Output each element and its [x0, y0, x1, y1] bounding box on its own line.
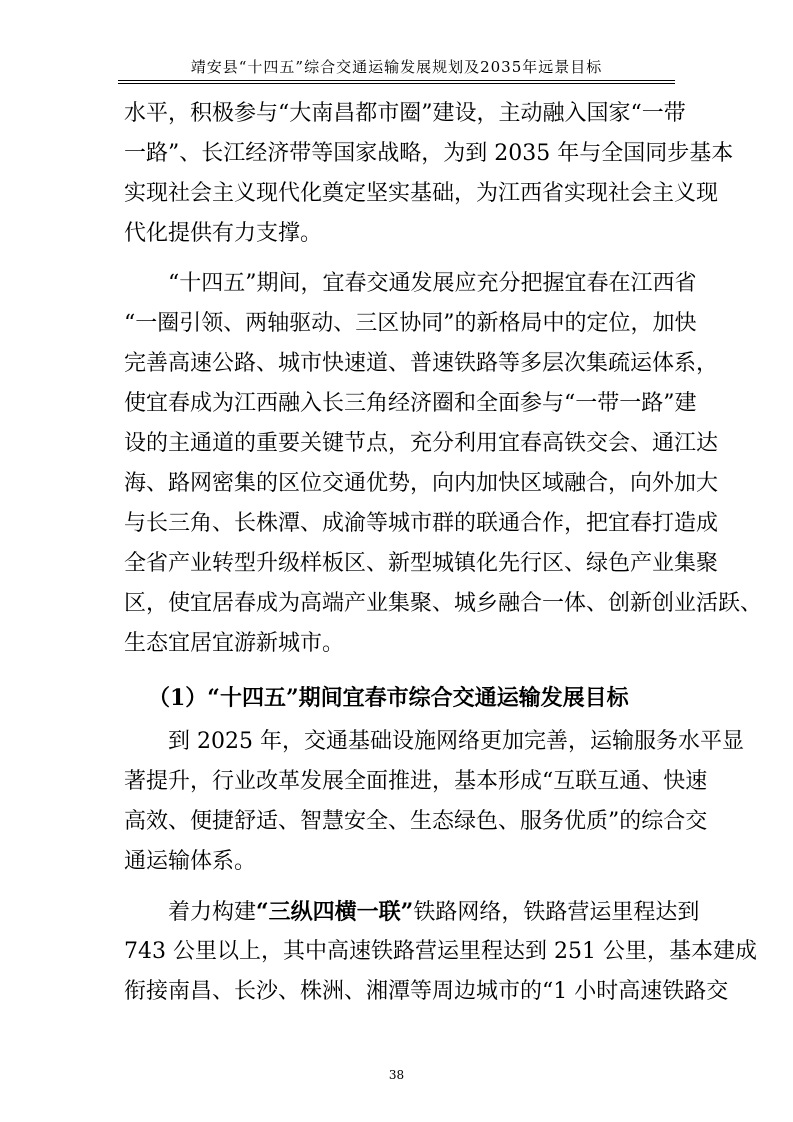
running-header: 靖安县“十四五”综合交通运输发展规划及2035年远景目标	[190, 58, 603, 76]
section-heading: （1）“十四五”期间宜春市综合交通运输发展目标	[148, 685, 629, 711]
body-line: 一路”、长江经济带等国家战略，为到 2035 年与全国同步基本	[124, 141, 734, 166]
body-line: 生态宜居宜游新城市。	[124, 631, 345, 656]
body-line: 设的主通道的重要关键节点，充分利用宜春高铁交会、通江达	[124, 431, 719, 456]
body-line: 海、路网密集的区位交通优势，向内加快区域融合，向外加大	[124, 471, 719, 496]
body-line: 实现社会主义现代化奠定坚实基础，为江西省实现社会主义现	[124, 181, 719, 206]
body-line: 区，使宜居春成为高端产业集聚、城乡融合一体、创新创业活跃、	[124, 591, 763, 616]
body-line-rail	[124, 892, 700, 932]
body-line: “一圈引领、两轴驱动、三区协同”的新格局中的定位，加快	[124, 311, 697, 336]
header-rule-double	[118, 83, 675, 84]
body-line: 到 2025 年，交通基础设施网络更加完善，运输服务水平显	[124, 729, 744, 754]
body-line: 通运输体系。	[124, 849, 257, 874]
body-line: 水平，积极参与“大南昌都市圈”建设，主动融入国家“一带	[124, 101, 686, 126]
rail-text-pre: 着力构建	[124, 900, 257, 925]
body-line: 著提升，行业改革发展全面推进，基本形成“互联互通、快速	[124, 769, 708, 794]
body-line: 全省产业转型升级样板区、新型城镇化先行区、绿色产业集聚	[124, 551, 719, 576]
body-line: 代化提供有力支撑。	[124, 221, 323, 246]
body-line: 与长三角、长株潭、成渝等城市群的联通合作，把宜春打造成	[124, 511, 719, 536]
header-rule	[118, 80, 675, 81]
body-line: 高效、便捷舒适、智慧安全、生态绿色、服务优质”的综合交	[124, 809, 708, 834]
body-line: 衔接南昌、长沙、株洲、湘潭等周边城市的“1 小时高速铁路交	[124, 979, 729, 1004]
body-line: 743 公里以上，其中高速铁路营运里程达到 251 公里，基本建成	[124, 939, 757, 964]
body-line: 完善高速公路、城市快速道、普速铁路等多层次集疏运体系，	[124, 351, 719, 376]
body-line: “十四五”期间，宜春交通发展应充分把握宜春在江西省	[124, 271, 697, 296]
rail-network-emphasis: “三纵四横一联”	[256, 899, 414, 925]
body-line: 使宜春成为江西融入长三角经济圈和全面参与“一带一路”建	[124, 391, 697, 416]
rail-text-post: 铁路网络，铁路营运里程达到	[413, 900, 700, 925]
page-number: 38	[388, 1068, 405, 1082]
